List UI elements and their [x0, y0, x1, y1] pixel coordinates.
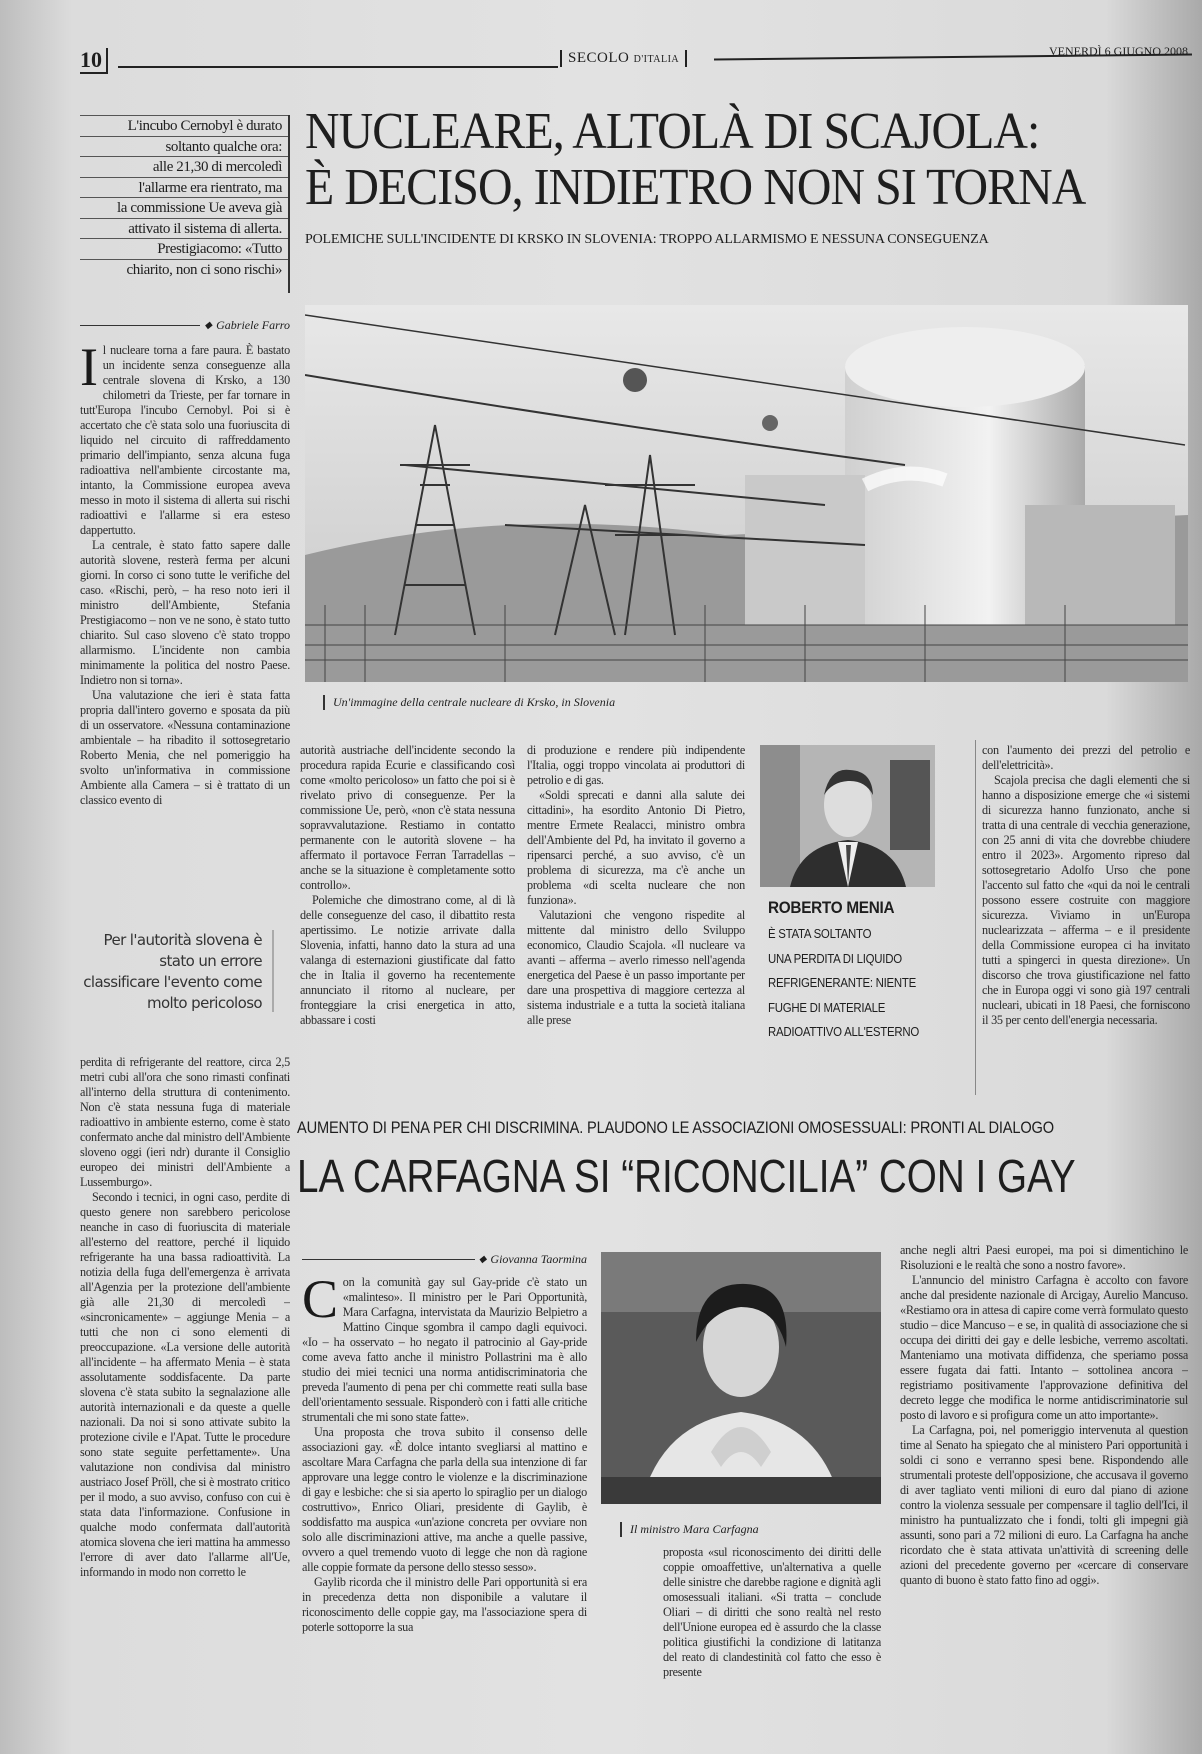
- article1-byline: [80, 318, 290, 333]
- paragraph: Scajola precisa che dagli elementi che si hanno a disposizione emerge che «i sistemi di sicurezza hanno funzionato, anche si tratta di una centrale di vecchia generazione, con 25 anni di vita che dovrebbe chiudere entro il 2023». Argomento ripreso dal sottosegretario Adolfo Urso che pone l'accento sul fatto che «qui da noi le centrali possono essere costruite con maggiore sicurezza. Viviamo in un'Europa nuclearizzata – afferma – e il presidente della Commissione europea ci ha invitato tutti a spingerci in questa direzione». Un discorso che trova giustificazione nel fatto che in Europa oggi vi sono già 197 centrali nucleari, ubicati in 18 Paesi, che forniscono il 35 per cento dell'energia necessaria.: [982, 773, 1190, 1027]
- paragraph-group: [80, 343, 290, 808]
- carfagna-photo: [601, 1252, 881, 1504]
- article1-column-2: [300, 743, 515, 1093]
- nuclear-plant-image: [305, 305, 1188, 682]
- paragraph: La centrale, è stato fatto sapere dalle autorità slovene, resterà ferma per alcuni giorni. In corso ci sono tutte le verifiche del caso. «Rischi, però, – ha reso noto ieri il ministro dell'Ambiente, Stefania Prestigiacomo – non ve ne sono, è stato tutto chiarito. Sul caso sloveno c'è stato troppo allarmismo. L'incidente non cambia minimamente la politica del nostro Paese. Indietro non si torna».: [80, 538, 290, 687]
- photo-caption: Un'immagine della centrale nucleare di Krsko, in Slovenia: [323, 695, 615, 710]
- pull-quote: Per l'autorità slovena è stato un errore classificare l'evento come molto pericoloso: [83, 931, 262, 1012]
- photo-caption: Il ministro Mara Carfagna: [620, 1522, 759, 1537]
- paragraph: on la comunità gay sul Gay-pride c'è stato un «malinteso». Il ministro per le Pari Opportunità, Mara Carfagna, intervistata da Maurizio Belpietro a Mattino Cinque sgombra il campo dagli equivoci. «Io – ha osservato – ho negato il patrocinio al Gay-pride come aveva fatto anche il ministro Pollastrini ma è allo studio dei miei tecnici una norma antidiscriminatoria che preveda l'aumento di pena per chi commette reati sulla base dell'orientamento sessuale. Risponderò con i fatti alle critiche strumentali che mi sono state fatte».: [302, 1275, 587, 1424]
- roberto-menia-photo: [760, 745, 935, 887]
- diamond-icon: ◆: [478, 1254, 487, 1265]
- drop-cap: I: [80, 343, 98, 397]
- kicker-line: la commissione Ue aveva già: [80, 197, 288, 218]
- paragraph: Polemiche che dimostrano come, al di là delle conseguenze del caso, il dibattito resta apertissimo. Le notizie arrivate dalla Slovenia, infatti, hanno dato la stura ad una valanga di esternazioni giustificate dal fatto che in Italia il governo ha recentemente annunciato il ritorno al nucleare, per fronteggiare la crisi energetica in atto, abbassare i costi: [300, 893, 515, 1027]
- paragraph-group: [527, 743, 745, 1028]
- column-divider: [975, 740, 976, 1095]
- paragraph: autorità austriache dell'incidente secondo la procedura rapida Ecurie e classificando così come «molto pericoloso» un fatto che poi si è rivelato privo di conseguenze. Per la commissione Ue, però, «non c'è stata nessuna sopravvalutazione. Restiamo in contatto permanente con le autorità slovene – ha affermato il portavoce Ferran Tarradellas – anche se la situazione è completamente sotto controllo».: [300, 743, 515, 892]
- masthead: [560, 50, 687, 67]
- headline-line-2: È DECISO, INDIETRO NON SI TORNA: [305, 159, 1086, 216]
- author-name: Gabriele Farro: [216, 318, 290, 332]
- drop-cap: C: [302, 1275, 338, 1329]
- quote-line: REFRIGENERANTE: NIENTE: [768, 975, 917, 990]
- portrait-image: [760, 745, 935, 887]
- quote-line: UNA PERDITA DI LIQUIDO: [768, 950, 902, 966]
- kicker-line: chiarito, non ci sono rischi»: [80, 259, 288, 280]
- article2-column-3: [900, 1243, 1188, 1720]
- article1-column-5: [982, 743, 1190, 1093]
- paragraph-group: [80, 1055, 290, 1580]
- paragraph-group: [302, 1275, 587, 1635]
- paragraph: perdita di refrigerante del reattore, circa 2,5 metri cubi all'ora che sono rimasti confinati all'interno della struttura di contenimento. Non c'è stata nessuna fuga di materiale radioattivo in ambiente esterno, come è stato confermato anche dal ministro dell'Ambiente sloveno oggi (ieri ndr) durante il Consiglio europeo dei ministri dell'Ambiente a Lussemburgo».: [80, 1055, 290, 1189]
- article2-byline: [302, 1252, 587, 1267]
- article2-column-2: [663, 1545, 881, 1720]
- paragraph: di produzione e rendere più indipendente l'Italia, oggi troppo vincolata ai produttori di petrolio e di gas.: [527, 743, 745, 787]
- article1-headline: [305, 104, 1115, 216]
- quote-line: È STATA SOLTANTO: [768, 926, 872, 941]
- paragraph: con l'aumento dei prezzi del petrolio e dell'elettricità».: [982, 743, 1190, 772]
- paragraph: anche negli altri Paesi europei, ma poi si dimentichino le Risoluzioni e le realtà che sono a nostro favore».: [900, 1243, 1188, 1272]
- issue-date: VENERDÌ 6 GIUGNO 2008: [1049, 44, 1188, 58]
- author-name: Giovanna Taormina: [490, 1252, 587, 1266]
- kicker-line: l'allarme era rientrato, ma: [80, 177, 288, 198]
- paragraph-group: [663, 1545, 881, 1680]
- kicker-line: alle 21,30 di mercoledì: [80, 156, 288, 177]
- headline-line-1: NUCLEARE, ALTOLÀ DI SCAJOLA:: [305, 103, 1040, 160]
- article2-column-1: [302, 1275, 587, 1720]
- diamond-icon: ◆: [204, 320, 213, 331]
- paragraph-group: [900, 1243, 1188, 1588]
- paragraph: proposta «sul riconoscimento dei diritti delle coppie omoaffettive, un'alternativa a quelle delle sinistre che darebbe ragione e dignità agli omosessuali italiani. «Si tratta – conclude Oliari – di diritti che sono realtà nel resto dell'Unione europea ed è assurdo che la classe politica giustifichi la condizione di latitanza del reato di clandestinità col fatto che esso è presente: [663, 1545, 881, 1679]
- sidebar-name: ROBERTO MENIA: [768, 898, 895, 917]
- article1-column-1-continued: [80, 1055, 290, 1720]
- masthead-main: SECOLO: [568, 50, 630, 66]
- article2-kicker: AUMENTO DI PENA PER CHI DISCRIMINA. PLAUDONO LE ASSOCIAZIONI OMOSESSUALI: PRONTI AL DIALOGO: [297, 1118, 1054, 1137]
- article1-column-1: [80, 343, 290, 965]
- paragraph-group: [300, 743, 515, 1028]
- masthead-small: D'ITALIA: [633, 54, 680, 65]
- kicker-line: Prestigiacomo: «Tutto: [80, 238, 288, 259]
- paragraph: l nucleare torna a fare paura. È bastato un incidente senza conseguenze alla centrale slovena di Krsko, a 130 chilometri da Trieste, per far tornare in tutt'Europa l'incubo Cernobyl. Poi si è accertato che c'è stata solo una fuoriuscita di liquido nel circuito di raffreddamento primario dell'impianto, senza alcuna fuga radioattiva nell'ambiente circostante ma, intanto, la Commissione europea aveva messo in moto il sistema di allerta sui rischi radioattivi e l'allarme si era esteso dappertutto.: [80, 343, 290, 537]
- header-rule-left: [118, 66, 558, 68]
- paragraph: «Soldi sprecati e danni alla salute dei cittadini», ha esordito Antonio Di Pietro, mentre Ermete Realacci, ministro ombra dell'Ambiente del Pd, ha invitato il governo a ripensarci perché, a suo avviso, c'è un problema di sicurezza, ma c'è anche un problema «di scelta nucleare che non funziona».: [527, 788, 745, 907]
- article1-kicker: [80, 115, 290, 293]
- paragraph: La Carfagna, poi, nel pomeriggio intervenuta al question time al Senato ha spiegato che al ministero Pari opportunità i soldi ci sono e verranno spesi bene. Rispondendo alle strumentali proteste dell'opposizione, che accusava il governo di aver tagliato venti milioni di euro dal piano di azione contro la violenza sessuale per compensare il taglio dell'Ici, il ministro ha puntualizzato che i fondi, tolti gli impegni già assunti, sono pari a 72 milioni di euro. La Carfagna ha anche ricordato che è stata attivata un'attività di screening delle azioni del precedente governo per «cercare di conservare quanto di buono è stato fatto fino ad oggi».: [900, 1423, 1188, 1587]
- krsko-plant-photo: [305, 305, 1188, 682]
- paragraph: Una valutazione che ieri è stata fatta propria dall'intero governo e sposata da più di un osservatore. «Nessuna contaminazione ambientale – ha ribadito il sottosegretario Roberto Menia, che nel pomeriggio ha svolto un'informativa in commissione Ambiente alla Camera – si è trattato di un classico evento di: [80, 688, 290, 807]
- byline-rule: [302, 1259, 475, 1260]
- paragraph: Gaylib ricorda che il ministro delle Pari opportunità si era in precedenza detta non disponibile a valutare il riconoscimento delle coppie gay, ma l'associazione spera di poterle sottoporre la sua: [302, 1575, 587, 1634]
- article2-headline: LA CARFAGNA SI “RICONCILIA” CON I GAY: [297, 1150, 1076, 1202]
- paragraph: Valutazioni che vengono rispedite al mittente dal ministro dello Sviluppo economico, Claudio Scajola. «Il nucleare va avanti – afferma – averlo rimesso nell'agenda energetica del Paese è un passo importante per dare una prospettiva di maggiore certezza al sistema industriale e a tutta la società italiana alle prese: [527, 908, 745, 1027]
- kicker-line: L'incubo Cernobyl è durato: [80, 115, 288, 136]
- quote-line: FUGHE DI MATERIALE: [768, 999, 886, 1015]
- quote-line: RADIOATTIVO ALL'ESTERNO: [768, 1024, 920, 1039]
- article1-subhead: POLEMICHE SULL'INCIDENTE DI KRSKO IN SLOVENIA: TROPPO ALLARMISMO E NESSUNA CONSEGUENZA: [305, 232, 989, 247]
- paragraph: Una proposta che trova subito il consenso delle associazioni gay. «È dolce intanto svegliarsi al mattino e ascoltare Mara Carfagna che parla della sua intenzione di far approvare una legge contro le violenze e la discriminazione di gay e lesbiche: che si sia aperto lo spiraglio per un dialogo costruttivo», Enrico Oliari, presidente di Gaylib, è soddisfatto ma auspica «un'azione concreta per ovviare non solo alle discriminazioni attive, ma anche a quelle passive, ovvero a quel tremendo vuoto di legge che non dà ragione alle coppie formate da persone dello stesso sesso».: [302, 1425, 587, 1574]
- article1-column-3: [527, 743, 745, 1093]
- pull-quote-bracket: [264, 930, 274, 1012]
- paragraph: L'annuncio del ministro Carfagna è accolto con favore anche dal presidente nazionale di Arcigay, Aurelio Mancuso. «Restiamo ora in attesa di capire come verrà formulato questo studio – dice Mancuso – e se, in qualità di associazione che si occupa dei diritti dei gay e delle lesbiche, verremo ascoltati. Manteniamo una motivata diffidenza, che speriamo possa essere fugata dai fatti. Intanto – sottolinea ancora – registriamo positivamente l'approvazione definitiva del decreto legge che modifica le norme antidiscriminatorie sul posto di lavoro e si profigura come un atto importante».: [900, 1273, 1188, 1422]
- sidebar-quote: [768, 922, 922, 1045]
- kicker-line: soltanto qualche ora:: [80, 136, 288, 157]
- page-number: 10: [80, 48, 108, 74]
- portrait-image: [601, 1252, 881, 1504]
- kicker-line: attivato il sistema di allerta.: [80, 218, 288, 239]
- paragraph-group: [982, 743, 1190, 1028]
- byline-rule: [80, 325, 200, 326]
- paragraph: Secondo i tecnici, in ogni caso, perdite di questo genere non sarebbero pericolose neanche in caso di fuoriuscita di materiale all'esterno del reattore, perché il liquido refrigerante ha una bassa radioattività. La notizia della fuga dell'emergenza è arrivata all'Agenzia per la protezione dell'ambiente già alle 21,30 di mercoledì – «sincronicamente» – aggiunge Menia – a tutti che non ci sono elementi di preoccupazione. «La versione delle autorità all'incidente – ha affermato Menia – è stata assolutamente soddisfacente. Da parte slovena c'è stata subito la segnalazione alle autorità internazionali e da queste a quelle nazionali. Da noi si sono attivate subito la protezione civile e l'Apat. Tutte le procedure sono state seguite perfettamente». Una valutazione non condivisa dal ministro austriaco Josef Pröll, che si è mostrato critico per il modo, a suo avviso, confuso con cui è stata data l'informazione. Confusione in qualche modo confermata dall'autorità atomica slovena che ieri mattina ha ammesso l'errore di aver dato l'allarme all'Ue, informando in modo non corretto le: [80, 1190, 290, 1579]
